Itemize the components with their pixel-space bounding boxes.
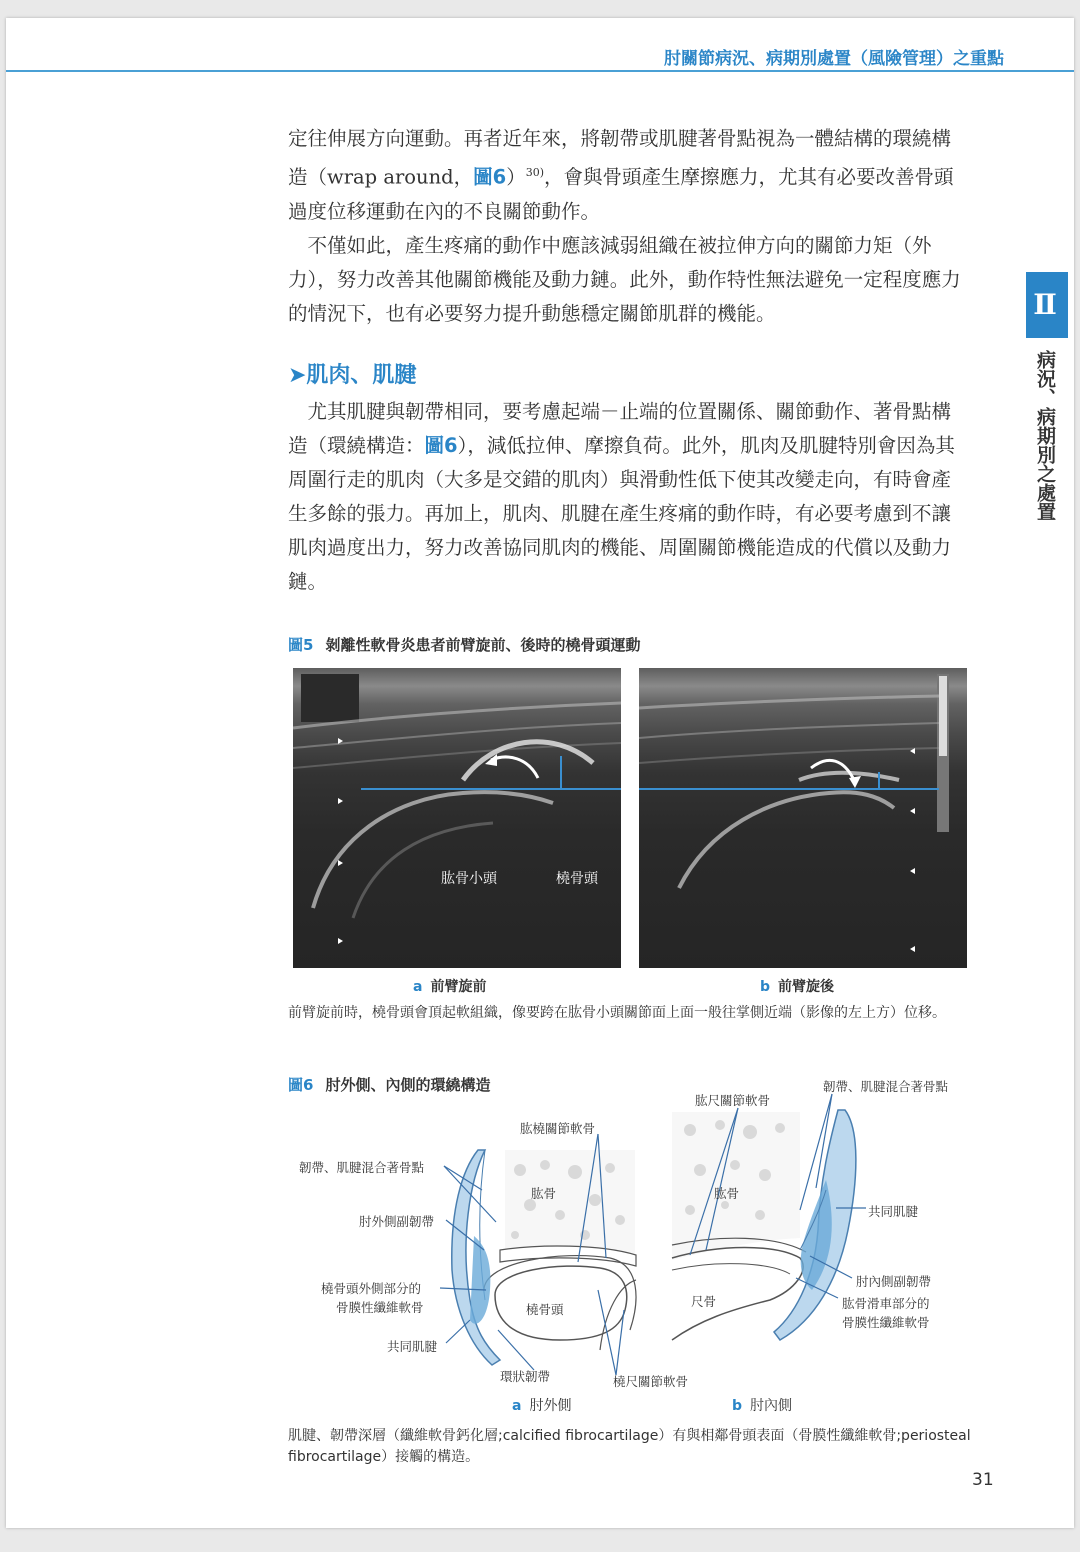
- label-radial-head-lateral: 橈骨頭: [526, 1302, 564, 1317]
- paragraph-2: 不僅如此，產生疼痛的動作中應該減弱組織在被拉伸方向的關節力矩（外力），努力改善其他關節機能及動力鏈。此外，動作特性無法避免一定程度應力的情況下，也有必要努力提升動態穩定關節肌群的機能。: [288, 233, 961, 325]
- figure-6-caption: 肌腱、韌帶深層（纖維軟骨鈣化層;calcified fibrocartilage）有與相鄰骨頭表面（骨膜性纖維軟骨;periosteal fibrocartilage）接觸的構造。: [288, 1428, 971, 1465]
- label-humerus-lateral: 肱骨: [531, 1186, 557, 1201]
- citation-30: 30): [525, 166, 544, 179]
- subcaption-a-letter: a: [413, 979, 423, 995]
- subcaption-b-letter: b: [760, 979, 771, 995]
- fig6-subcaption-b-letter: b: [732, 1398, 743, 1414]
- chapter-number: Ⅱ: [1033, 288, 1057, 321]
- figure-6-ref-2[interactable]: 圖6: [424, 434, 458, 457]
- label-trochlea-fibro-1: 肱骨滑車部分的: [842, 1296, 930, 1311]
- subcaption-a-text: 前臂旋前: [430, 979, 487, 995]
- label-mcl: 肘內側副韌帶: [856, 1274, 932, 1289]
- label-radioulnar-cartilage: 橈尺關節軟骨: [613, 1374, 689, 1389]
- label-common-tendon-medial: 共同肌腱: [868, 1204, 919, 1219]
- figure-5-caption: 前臂旋前時，橈骨頭會頂起軟組織，像要跨在肱骨小頭關節面上面一般往掌側近端（影像的左上方）位移。: [288, 1005, 946, 1021]
- figure-6-subcaption-b: [732, 1395, 792, 1415]
- label-radial-head-fibro-2: 骨膜性纖維軟骨: [336, 1300, 424, 1315]
- label-humeroradial-cartilage: 肱橈關節軟骨: [520, 1121, 596, 1136]
- label-mixed-insertion-lateral: 韌帶、肌腱混合著骨點: [299, 1160, 425, 1175]
- figure-6-title-text: 肘外側、內側的環繞構造: [325, 1076, 491, 1094]
- figure-6-number: 圖6: [288, 1076, 314, 1094]
- chapter-side-title: 病況、病期別之處置: [1034, 350, 1056, 521]
- subcaption-b-text: 前臂旋後: [778, 979, 835, 995]
- fig6-subcaption-a-letter: a: [512, 1398, 522, 1414]
- page-number: 31: [972, 1470, 994, 1490]
- label-radial-head-fibro-1: 橈骨頭外側部分的: [321, 1281, 422, 1296]
- para1-text-c: ，會與骨頭產生摩擦應力，尤其有必要改善骨頭過度位移運動在內的不良關節動作。: [288, 165, 954, 223]
- para3-text-b: ），減低拉伸、摩擦負荷。此外，肌肉及肌腱特別會因為其周圍行走的肌肉（大多是交錯的肌肉）與滑動性低下使其改變走向，有時會產生多餘的張力。再加上，肌肉、肌腱在產生疼痛的動作時，有必要考慮到不讓肌肉過度出力，努力改善協同肌肉的機能、周圍關節機能造成的代償以及動力鏈。: [288, 434, 955, 593]
- fig6-subcaption-b-text: 肘內側: [750, 1398, 793, 1414]
- label-capitulum: 肱骨小頭: [441, 871, 497, 887]
- label-common-tendon-lateral: 共同肌腱: [387, 1339, 438, 1354]
- label-annular-ligament: 環狀韌帶: [500, 1369, 551, 1384]
- figure-5-title-text: 剝離性軟骨炎患者前臂旋前、後時的橈骨頭運動: [325, 636, 641, 654]
- running-head: 肘關節病況、病期別處置（風險管理）之重點: [664, 49, 1004, 69]
- figure-5-number: 圖5: [288, 636, 314, 654]
- para1-text-b: ）: [506, 165, 526, 189]
- label-trochlea-fibro-2: 骨膜性纖維軟骨: [842, 1315, 930, 1330]
- para3-text-a: 尤其肌腱與韌帶相同，要考慮起端－止端的位置關係、關節動作、著骨點構造（環繞構造：: [288, 400, 952, 457]
- fig6-subcaption-a-text: 肘外側: [529, 1398, 572, 1414]
- label-humerus-medial: 肱骨: [714, 1186, 740, 1201]
- figure-6-subcaption-a: [512, 1395, 571, 1415]
- label-ulna: 尺骨: [691, 1294, 717, 1309]
- label-mixed-insertion-medial: 韌帶、肌腱混合著骨點: [823, 1079, 949, 1094]
- label-humeroulnar-cartilage: 肱尺關節軟骨: [695, 1093, 771, 1108]
- label-radial-head-us: 橈骨頭: [556, 871, 598, 887]
- section-heading: ➤肌肉、肌腱: [288, 363, 417, 388]
- figure-6-ref[interactable]: 圖6: [473, 165, 507, 189]
- label-lcl: 肘外側副韌帶: [359, 1214, 435, 1229]
- para1-text-a: 定往伸展方向運動。再者近年來，將韌帶或肌腱著骨點視為一體結構的環繞構造（wrap around，: [288, 127, 952, 189]
